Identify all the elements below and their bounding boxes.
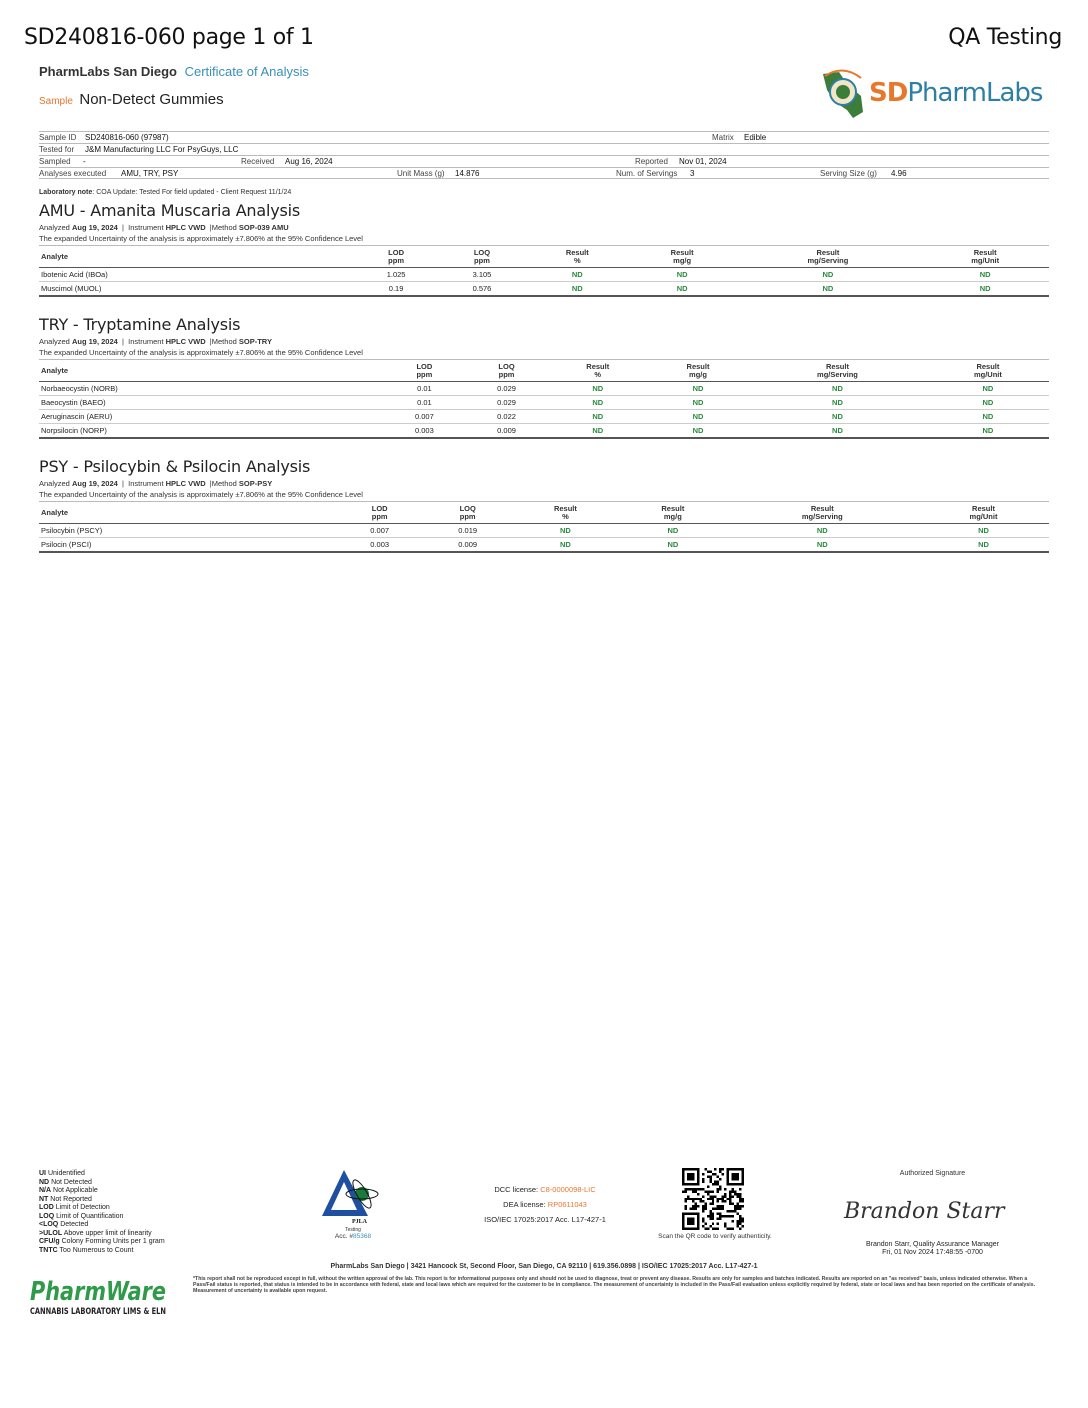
- legend-item: [39, 1170, 165, 1179]
- result-row: [39, 410, 1049, 424]
- cell-pct: ND: [548, 410, 648, 424]
- cell-lod: 0.01: [383, 396, 465, 410]
- cell-loq: 0.029: [465, 396, 547, 410]
- results-table: [39, 245, 1049, 297]
- col-result-mgs: Result mg/Serving: [801, 503, 843, 521]
- section-title: TRY - Tryptamine Analysis: [39, 315, 241, 334]
- cell-pct: ND: [548, 424, 648, 439]
- cell-analyte: Norpsilocin (NORP): [39, 424, 383, 439]
- results-header-row: [39, 502, 1049, 524]
- lab-note-label: Laboratory note: [39, 189, 93, 196]
- cell-mgg: ND: [648, 396, 748, 410]
- info-row-sample-id: [39, 131, 1049, 143]
- cell-mgu: ND: [927, 382, 1049, 396]
- col-loq: LOQ ppm: [473, 247, 491, 265]
- legend-item: [39, 1221, 165, 1230]
- cell-mgg: ND: [630, 268, 735, 282]
- cell-loq: 0.029: [465, 382, 547, 396]
- legend-item: [39, 1247, 165, 1256]
- analyzed-label: Analyzed: [39, 479, 70, 488]
- cell-mgs: ND: [748, 396, 927, 410]
- cell-analyte: Muscimol (MUOL): [39, 282, 353, 297]
- cell-mgs: ND: [727, 538, 918, 553]
- cell-lod: 0.19: [353, 282, 439, 297]
- pharmware-logo: [28, 1270, 170, 1320]
- cell-loq: 3.105: [439, 268, 525, 282]
- legend-abbr: NT: [39, 1195, 49, 1203]
- col-result-mgu: Result mg/Unit: [973, 361, 1002, 379]
- analysis-section: [39, 201, 1049, 297]
- legend-text: Not Detected: [51, 1178, 92, 1186]
- cell-analyte: Psilocybin (PSCY): [39, 524, 336, 538]
- analyzed-label: Analyzed: [39, 337, 70, 346]
- cell-pct: ND: [548, 382, 648, 396]
- cell-loq: 0.576: [439, 282, 525, 297]
- legend-item: [39, 1196, 165, 1205]
- tested-for-label: Tested for: [39, 145, 75, 154]
- sample-info: [39, 131, 1049, 179]
- col-result-mgg: Result mg/g: [670, 247, 694, 265]
- top-bar: [24, 22, 1062, 52]
- legend-text: Limit of Quantification: [56, 1212, 124, 1220]
- legend-text: Above upper limit of linearity: [63, 1229, 152, 1237]
- cell-mgs: ND: [735, 268, 922, 282]
- cell-lod: 1.025: [353, 268, 439, 282]
- section-title: AMU - Amanita Muscaria Analysis: [39, 201, 301, 220]
- legend-text: Limit of Detection: [55, 1204, 110, 1211]
- received-value: Aug 16, 2024: [285, 157, 333, 166]
- result-row: [39, 424, 1049, 439]
- cell-pct: ND: [525, 268, 630, 282]
- cell-loq: 0.019: [424, 524, 512, 538]
- method-label: Method: [211, 337, 237, 346]
- uncertainty-note: The expanded Uncertainty of the analysis is approximately ±7.806% at the 95% Confidence Level: [39, 490, 363, 499]
- qr-caption: Scan the QR code to verify authenticity.: [658, 1233, 772, 1240]
- pjla-accreditation: [318, 1168, 388, 1240]
- result-row: [39, 282, 1049, 297]
- analyzed-label: Analyzed: [39, 223, 70, 232]
- report-header: [39, 64, 1049, 128]
- sample-id-value: SD240816-060 (97987): [85, 133, 169, 142]
- cell-mgs: ND: [735, 282, 922, 297]
- result-row: [39, 268, 1049, 282]
- legend-text: Not Applicable: [53, 1187, 98, 1194]
- cell-pct: ND: [512, 524, 619, 538]
- servings-value: 3: [690, 169, 695, 178]
- analyses-value: AMU, TRY, PSY: [121, 169, 179, 178]
- cell-lod: 0.003: [336, 538, 424, 553]
- sample-name: Non-Detect Gummies: [79, 91, 224, 108]
- doc-type: QA Testing: [948, 24, 1062, 50]
- matrix-value: Edible: [744, 133, 767, 142]
- signatory: [840, 1241, 1025, 1257]
- footer-address: PharmLabs San Diego | 3421 Hancock St, Second Floor, San Diego, CA 92110 | 619.356.0898 | ISO/IEC 17025:2017 Acc. L17-427-1: [330, 1263, 758, 1270]
- legend-abbr: UI: [39, 1170, 46, 1177]
- dcc-license: DCC license: C8-0000098-LIC: [494, 1185, 596, 1194]
- signature-label: Authorized Signature: [899, 1170, 966, 1177]
- pjla-name: PJLA: [352, 1219, 367, 1225]
- reported-value: Nov 01, 2024: [679, 157, 727, 166]
- cert-label: Certificate of Analysis: [184, 64, 309, 79]
- legend-item: [39, 1179, 165, 1188]
- sampled-value: -: [83, 157, 86, 166]
- cell-mgs: ND: [748, 410, 927, 424]
- uncertainty-note: The expanded Uncertainty of the analysis is approximately ±7.806% at the 95% Confidence Level: [39, 348, 363, 357]
- result-row: [39, 538, 1049, 553]
- results-table: [39, 501, 1049, 553]
- analysis-section: [39, 457, 1049, 553]
- cell-mgs: ND: [727, 524, 918, 538]
- info-row-tested-for: [39, 143, 1049, 155]
- serving-size-label: Serving Size (g): [820, 169, 877, 178]
- cell-lod: 0.007: [383, 410, 465, 424]
- received-label: Received: [241, 157, 275, 166]
- results-header-row: [39, 246, 1049, 268]
- result-row: [39, 524, 1049, 538]
- unit-mass-label: Unit Mass (g): [397, 169, 445, 178]
- cell-pct: ND: [525, 282, 630, 297]
- col-result-pct: Result %: [565, 247, 589, 265]
- cell-mgu: ND: [927, 396, 1049, 410]
- col-loq: LOQ ppm: [498, 361, 515, 379]
- legend-text: Too Numerous to Count: [59, 1246, 134, 1254]
- instrument-label: Instrument: [128, 223, 164, 232]
- logo-prefix: SD: [869, 78, 908, 108]
- cell-analyte: Ibotenic Acid (IBOa): [39, 268, 353, 282]
- uncertainty-note: The expanded Uncertainty of the analysis is approximately ±7.806% at the 95% Confidence Level: [39, 234, 363, 243]
- cell-lod: 0.01: [383, 382, 465, 396]
- cell-analyte: Baeocystin (BAEO): [39, 396, 383, 410]
- signature-date: Fri, 01 Nov 2024 17:48:55 -0700: [882, 1249, 983, 1256]
- cell-mgg: ND: [619, 524, 726, 538]
- col-lod: LOD ppm: [416, 361, 433, 379]
- col-analyte: Analyte: [41, 251, 69, 261]
- pharmware-name: PharmWare: [30, 1277, 166, 1307]
- col-analyte: Analyte: [41, 365, 69, 375]
- col-result-mgs: Result mg/Serving: [817, 361, 858, 379]
- info-row-analyses: [39, 167, 1049, 179]
- col-analyte: Analyte: [41, 507, 69, 517]
- cell-analyte: Norbaeocystin (NORB): [39, 382, 383, 396]
- col-lod: LOD ppm: [388, 247, 405, 265]
- instrument-value: HPLC VWD: [165, 223, 206, 232]
- handwritten-signature: [840, 1190, 1025, 1230]
- cell-pct: ND: [548, 396, 648, 410]
- section-title: PSY - Psilocybin & Psilocin Analysis: [39, 457, 311, 476]
- lab-note-text: COA Update: Tested For field updated - Client Request 11/1/24: [96, 189, 292, 196]
- section-meta: Analyzed Aug 19, 2024 | Instrument HPLC VWD |Method SOP-PSY The expanded Uncertainty of the analysis is approximately ±7.806% at the 95% Confidence Level: [39, 479, 363, 499]
- pjla-logo-icon: [318, 1168, 388, 1226]
- cell-pct: ND: [512, 538, 619, 553]
- legend-abbr: TNTC: [39, 1246, 58, 1254]
- legend-abbr: CFU/g: [39, 1238, 60, 1245]
- col-loq: LOQ ppm: [459, 503, 476, 521]
- legend-item: [39, 1230, 165, 1239]
- license-block: [470, 1182, 620, 1227]
- cell-mgu: ND: [921, 282, 1049, 297]
- doc-id: SD240816-060 page 1 of 1: [24, 24, 314, 50]
- info-row-dates: [39, 155, 1049, 167]
- legend-text: Unidentified: [47, 1170, 85, 1177]
- col-result-pct: Result %: [553, 503, 577, 521]
- iso-accreditation: ISO/IEC 17025:2017 Acc. L17-427-1: [484, 1215, 606, 1224]
- pjla-sub: Testing: [345, 1227, 361, 1233]
- verification-qr-code[interactable]: [682, 1168, 744, 1230]
- analyzed-date: Aug 19, 2024: [71, 337, 118, 346]
- legend-abbr: <LOQ: [39, 1221, 59, 1228]
- cell-mgs: ND: [748, 424, 927, 439]
- cell-mgu: ND: [927, 410, 1049, 424]
- california-seal-icon: [817, 66, 871, 122]
- cell-lod: 0.003: [383, 424, 465, 439]
- cell-mgg: ND: [648, 424, 748, 439]
- instrument-label: Instrument: [128, 479, 164, 488]
- cell-lod: 0.007: [336, 524, 424, 538]
- legend-abbr: LOQ: [39, 1212, 55, 1220]
- cell-analyte: Aeruginascin (AERU): [39, 410, 383, 424]
- legend-text: Colony Forming Units per 1 gram: [61, 1238, 165, 1245]
- matrix-label: Matrix: [712, 133, 734, 142]
- servings-label: Num. of Servings: [616, 169, 678, 178]
- col-lod: LOD ppm: [371, 503, 388, 521]
- signature-script: Brandon Starr: [844, 1199, 1005, 1224]
- analyzed-date: Aug 19, 2024: [71, 223, 118, 232]
- lab-name: PharmLabs San Diego: [39, 64, 177, 79]
- instrument-value: HPLC VWD: [165, 337, 206, 346]
- cell-mgg: ND: [648, 382, 748, 396]
- method-value: SOP-039 AMU: [238, 223, 289, 232]
- pharmware-tagline: CANNABIS LABORATORY LIMS & ELN: [30, 1306, 166, 1317]
- sdpharmlabs-logo: [817, 66, 1047, 122]
- legend-abbr: >ULOL: [39, 1229, 63, 1237]
- method-value: SOP-TRY: [238, 337, 272, 346]
- sample-tag: Sample: [39, 96, 73, 107]
- legend-abbr: N/A: [39, 1187, 52, 1194]
- tested-for-value: J&M Manufacturing LLC For PsyGuys, LLC: [85, 145, 239, 154]
- col-result-mgg: Result mg/g: [686, 361, 710, 379]
- abbreviation-legend: [39, 1170, 165, 1255]
- cell-mgs: ND: [748, 382, 927, 396]
- col-result-mgu: Result mg/Unit: [971, 247, 1000, 265]
- legend-item: [39, 1204, 165, 1213]
- cell-mgu: ND: [927, 424, 1049, 439]
- instrument-label: Instrument: [128, 337, 164, 346]
- legend-text: Not Reported: [50, 1195, 92, 1203]
- legend-abbr: ND: [39, 1178, 50, 1186]
- method-label: Method: [211, 479, 237, 488]
- cell-mgu: ND: [921, 268, 1049, 282]
- method-value: SOP-PSY: [238, 479, 273, 488]
- legend-item: [39, 1187, 165, 1196]
- col-result-mgg: Result mg/g: [661, 503, 685, 521]
- col-result-mgu: Result mg/Unit: [969, 503, 998, 521]
- pjla-acc-number: Acc. #85368: [334, 1233, 372, 1240]
- col-result-mgs: Result mg/Serving: [807, 247, 849, 265]
- reported-label: Reported: [635, 157, 668, 166]
- sample-id-label: Sample ID: [39, 133, 77, 142]
- legend-item: [39, 1213, 165, 1222]
- logo-wordmark: [869, 78, 1042, 108]
- legend-text: Detected: [60, 1221, 89, 1228]
- cell-mgu: ND: [918, 524, 1049, 538]
- analyses-label: Analyses executed: [39, 169, 107, 178]
- unit-mass-value: 14.876: [455, 169, 480, 178]
- cell-mgg: ND: [619, 538, 726, 553]
- signatory-name: Brandon Starr, Quality Assurance Manager: [865, 1241, 1000, 1248]
- serving-size-value: 4.96: [891, 169, 907, 178]
- col-result-pct: Result %: [586, 361, 610, 379]
- dea-license: DEA license: RP0611043: [503, 1200, 587, 1209]
- sampled-label: Sampled: [39, 157, 71, 166]
- lab-note: Laboratory note: COA Update: Tested For field updated - Client Request 11/1/24: [39, 189, 292, 196]
- cell-loq: 0.009: [424, 538, 512, 553]
- results-table: [39, 359, 1049, 439]
- legend-item: [39, 1238, 165, 1247]
- section-meta: Analyzed Aug 19, 2024 | Instrument HPLC VWD |Method SOP-TRY The expanded Uncertainty of the analysis is approximately ±7.806% at the 95% Confidence Level: [39, 337, 363, 357]
- logo-name: PharmLabs: [907, 78, 1043, 108]
- analysis-section: [39, 315, 1049, 439]
- result-row: [39, 382, 1049, 396]
- cell-mgg: ND: [648, 410, 748, 424]
- results-header-row: [39, 360, 1049, 382]
- footer-disclaimer: *This report shall not be reproduced except in full, without the written approval of the lab. This report is for informational purposes only and should not be used to diagnose, treat or prevent any disease. Results are only for samples and batches indicated. Results are reported on an "as received" basis, unless indicated otherwise. When a Pass/Fail status is reported, that status is intended to be in accordance with federal, state and local laws which are required for the customer to be in compliance. The measurement of uncertainty is included in the Pass/Fail evaluation unless explicitly required by federal, state or local laws and has been reported on the certificate of analysis. Measurement of uncertainty is available upon request.: [193, 1276, 1036, 1294]
- instrument-value: HPLC VWD: [165, 479, 206, 488]
- cell-mgu: ND: [918, 538, 1049, 553]
- cell-loq: 0.022: [465, 410, 547, 424]
- method-label: Method: [211, 223, 237, 232]
- result-row: [39, 396, 1049, 410]
- cell-mgg: ND: [630, 282, 735, 297]
- cell-loq: 0.009: [465, 424, 547, 439]
- legend-abbr: LOD: [39, 1204, 54, 1211]
- cell-analyte: Psilocin (PSCI): [39, 538, 336, 553]
- section-meta: Analyzed Aug 19, 2024 | Instrument HPLC VWD |Method SOP-039 AMU The expanded Uncertainty of the analysis is approximately ±7.806% at the 95% Confidence Level: [39, 223, 363, 243]
- analyzed-date: Aug 19, 2024: [71, 479, 118, 488]
